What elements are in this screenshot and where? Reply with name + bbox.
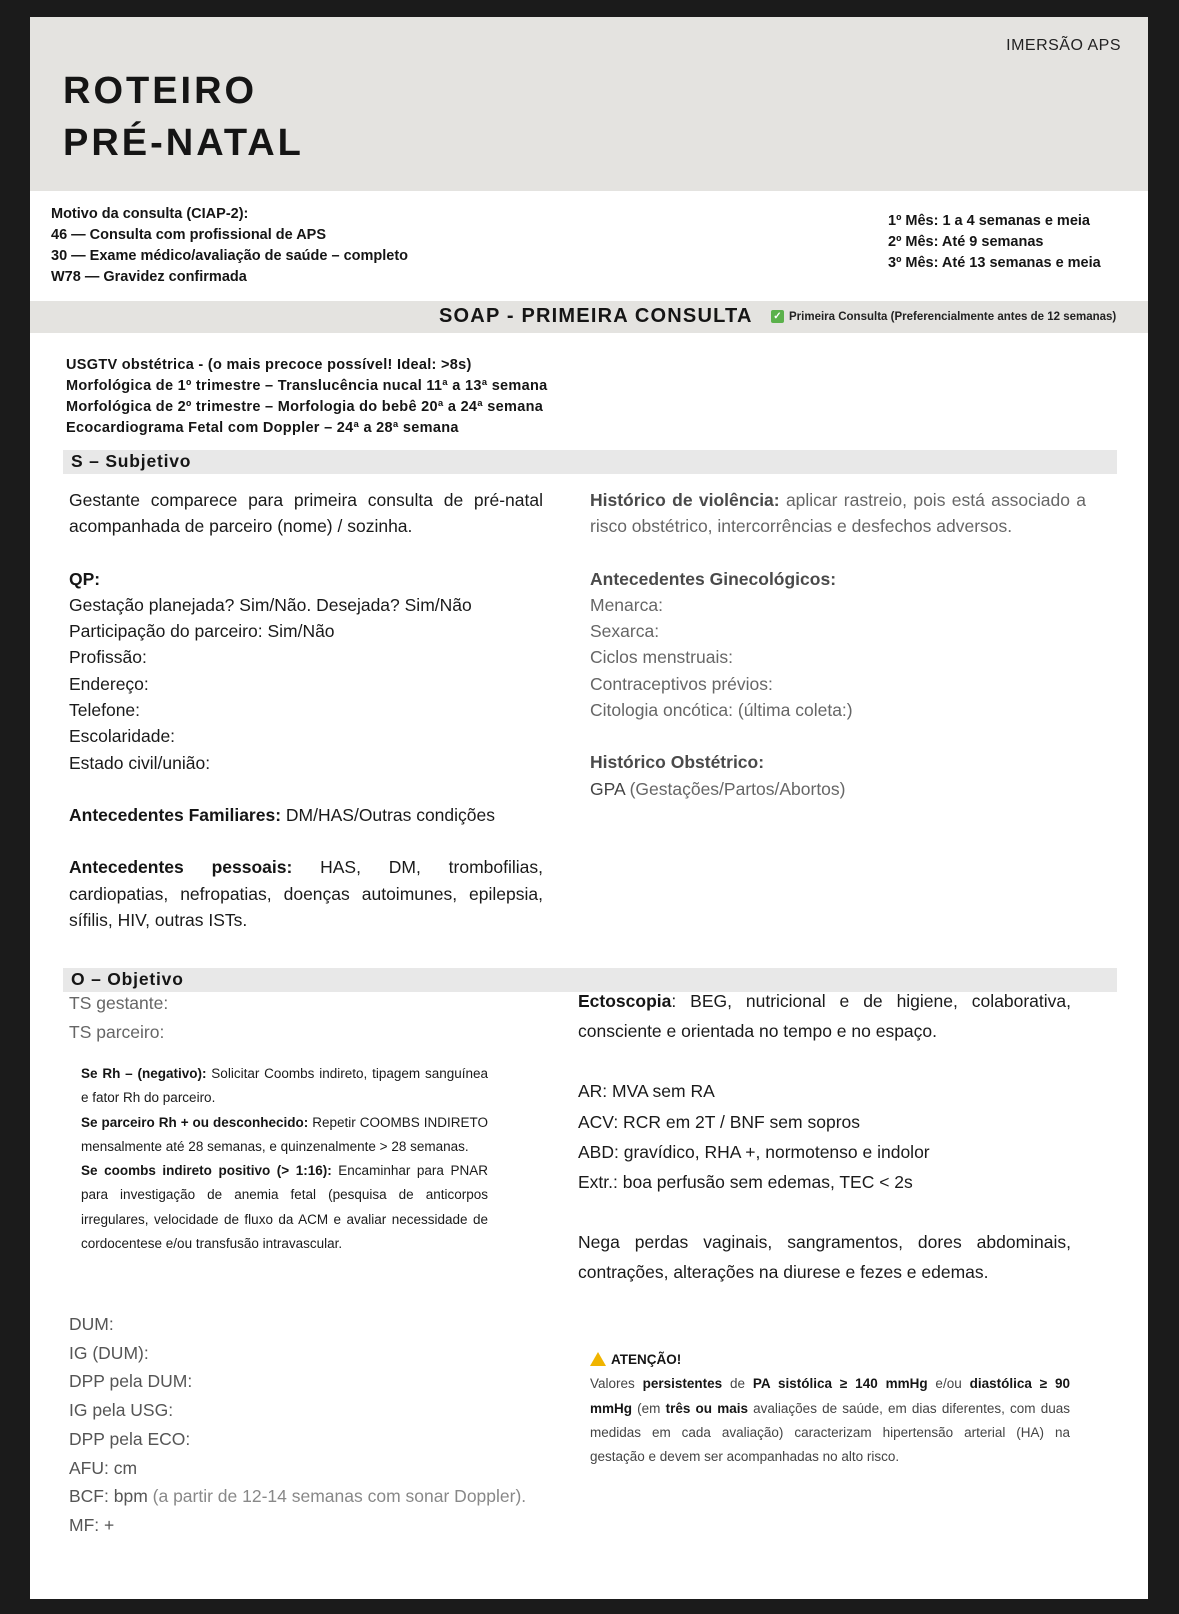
violence-history: Histórico de violência: aplicar rastreio, pois está associado a risco obstétrico, intercorrências e desfechos adversos. <box>590 490 1086 537</box>
rh-negative: Se Rh – (negativo): Solicitar Coombs indireto, tipagem sanguínea e fator Rh do parceiro. <box>81 1066 488 1106</box>
attention-header <box>590 1348 1070 1372</box>
gyn-item: Contraceptivos prévios: <box>590 673 773 694</box>
qp-item: Escolaridade: <box>69 726 176 747</box>
physical-exam-item: AR: MVA sem RA <box>578 1081 715 1102</box>
gestational-item: AFU: cm <box>69 1457 138 1478</box>
bcf-item: BCF: bpm (a partir de 12-14 semanas com sonar Doppler). <box>69 1486 527 1507</box>
month-item: 2º Mês: Até 9 semanas <box>888 234 1044 250</box>
gyn-item: Menarca: <box>590 594 663 615</box>
exam-item: Morfológica de 2º trimestre – Morfologia do bebê 20ª a 24ª semana <box>66 399 544 415</box>
section-subjetivo-title: S – Subjetivo <box>71 451 192 471</box>
header-banner <box>30 17 1148 191</box>
qp-item: Estado civil/união: <box>69 752 211 773</box>
month-reference <box>888 211 1101 274</box>
family-history: Antecedentes Familiares: DM/HAS/Outras condições <box>69 804 495 825</box>
gyn-item: Ciclos menstruais: <box>590 647 733 668</box>
brand-label: IMERSÃO APS <box>1006 37 1121 54</box>
qp-item: Participação do parceiro: Sim/Não <box>69 621 335 642</box>
qp-item: Telefone: <box>69 700 141 721</box>
physical-exam-item: Extr.: boa perfusão sem edemas, TEC < 2s <box>578 1172 913 1193</box>
exam-item: Morfológica de 1º trimestre – Translucência nucal 11ª a 13ª semana <box>66 378 548 394</box>
obstetric-history-label: Histórico Obstétrico: <box>590 752 765 773</box>
gestational-item: DPP pela ECO: <box>69 1428 191 1449</box>
subjetivo-intro: Gestante comparece para primeira consulta de pré-natal acompanhada de parceiro (nome) / sozinha. <box>69 490 543 537</box>
qp-item: Endereço: <box>69 673 149 694</box>
qp-item: Gestação planejada? Sim/Não. Desejada? Sim/Não <box>69 594 472 615</box>
gestational-item: DUM: <box>69 1314 114 1334</box>
qp-label: QP: <box>69 568 101 589</box>
subjetivo-left-column <box>69 487 543 933</box>
page-title <box>63 65 304 169</box>
exam-list <box>66 355 548 439</box>
mf-item: MF: + <box>69 1514 115 1535</box>
soap-title: SOAP - PRIMEIRA CONSULTA <box>439 305 753 327</box>
gestational-item: DPP pela DUM: <box>69 1371 193 1392</box>
document-page <box>30 17 1148 1599</box>
ectoscopy: Ectoscopia: BEG, nutricional e de higiene, colaborativa, consciente e orientada no tempo e no espaço. <box>578 991 1071 1042</box>
reason-code: 30 — Exame médico/avaliação de saúde – completo <box>51 248 409 264</box>
gestational-data-list <box>69 1310 526 1540</box>
rh-protocol <box>81 1062 488 1256</box>
ts-item: TS gestante: <box>69 993 169 1013</box>
qp-item: Profissão: <box>69 647 147 668</box>
denials: Nega perdas vaginais, sangramentos, dores abdominais, contrações, alterações na diurese e fezes e edemas. <box>578 1232 1071 1283</box>
gyn-item: Sexarca: <box>590 621 660 642</box>
gyn-history-label: Antecedentes Ginecológicos: <box>590 568 837 589</box>
physical-exam-item: ACV: RCR em 2T / BNF sem sopros <box>578 1111 861 1132</box>
attention-title: ATENÇÃO! <box>611 1352 682 1367</box>
rh-coombs-positive: Se coombs indireto positivo (> 1:16): Encaminhar para PNAR para investigação de anemia fetal (pesquisa de anticorpos irregulares, velocidade de fluxo da ACM e avaliar necessidade de cordocentese e/ou transfusão intravascular. <box>81 1163 488 1252</box>
exam-item: USGTV obstétrica - (o mais precoce possível! Ideal: >8s) <box>66 357 472 373</box>
attention-box <box>590 1348 1070 1469</box>
reason-code: W78 — Gravidez confirmada <box>51 269 247 285</box>
gestational-item: IG (DUM): <box>69 1342 149 1363</box>
section-subjetivo-header <box>63 450 1117 474</box>
physical-exam-item: ABD: gravídico, RHA +, normotenso e indolor <box>578 1141 930 1162</box>
reason-label: Motivo da consulta (CIAP-2): <box>51 206 249 222</box>
warning-icon <box>590 1352 606 1366</box>
reason-code: 46 — Consulta com profissional de APS <box>51 227 327 243</box>
exam-item: Ecocardiograma Fetal com Doppler – 24ª a 28ª semana <box>66 420 459 436</box>
soap-bar <box>30 301 1148 333</box>
gyn-item: Citologia oncótica: (última coleta:) <box>590 700 853 721</box>
ts-list <box>69 989 168 1046</box>
gestational-item: IG pela USG: <box>69 1400 174 1421</box>
month-item: 1º Mês: 1 a 4 semanas e meia <box>888 213 1090 229</box>
attention-text: Valores persistentes de PA sistólica ≥ 140 mmHg e/ou diastólica ≥ 90 mmHg (em três ou mais avaliações de saúde, em dias diferentes, com duas medidas em cada avaliação) caracterizam hipertensão arterial (HA) na gestação e devem ser acompanhadas no alto risco. <box>590 1376 1070 1465</box>
section-objetivo-title: O – Objetivo <box>71 969 184 989</box>
title-line-1: ROTEIRO <box>63 70 258 112</box>
personal-history: Antecedentes pessoais: HAS, DM, trombofilias, cardiopatias, nefropatias, doenças autoimunes, epilepsia, sífilis, HIV, outras ISTs. <box>69 857 543 930</box>
soap-note-text: Primeira Consulta (Preferencialmente antes de 12 semanas) <box>789 310 1117 323</box>
title-line-2: PRÉ-NATAL <box>63 122 304 164</box>
check-icon: ✓ <box>771 310 784 323</box>
rh-partner: Se parceiro Rh + ou desconhecido: Repetir COOMBS INDIRETO mensalmente até 28 semanas, e quinzenalmente > 28 semanas. <box>81 1114 488 1154</box>
subjetivo-right-column <box>590 487 1086 802</box>
consultation-reason <box>51 204 408 288</box>
soap-note <box>771 310 1116 323</box>
obstetric-history: GPA (Gestações/Partos/Abortos) <box>590 778 846 799</box>
ts-item: TS parceiro: <box>69 1021 165 1042</box>
month-item: 3º Mês: Até 13 semanas e meia <box>888 255 1101 271</box>
objetivo-right-column <box>578 986 1071 1288</box>
